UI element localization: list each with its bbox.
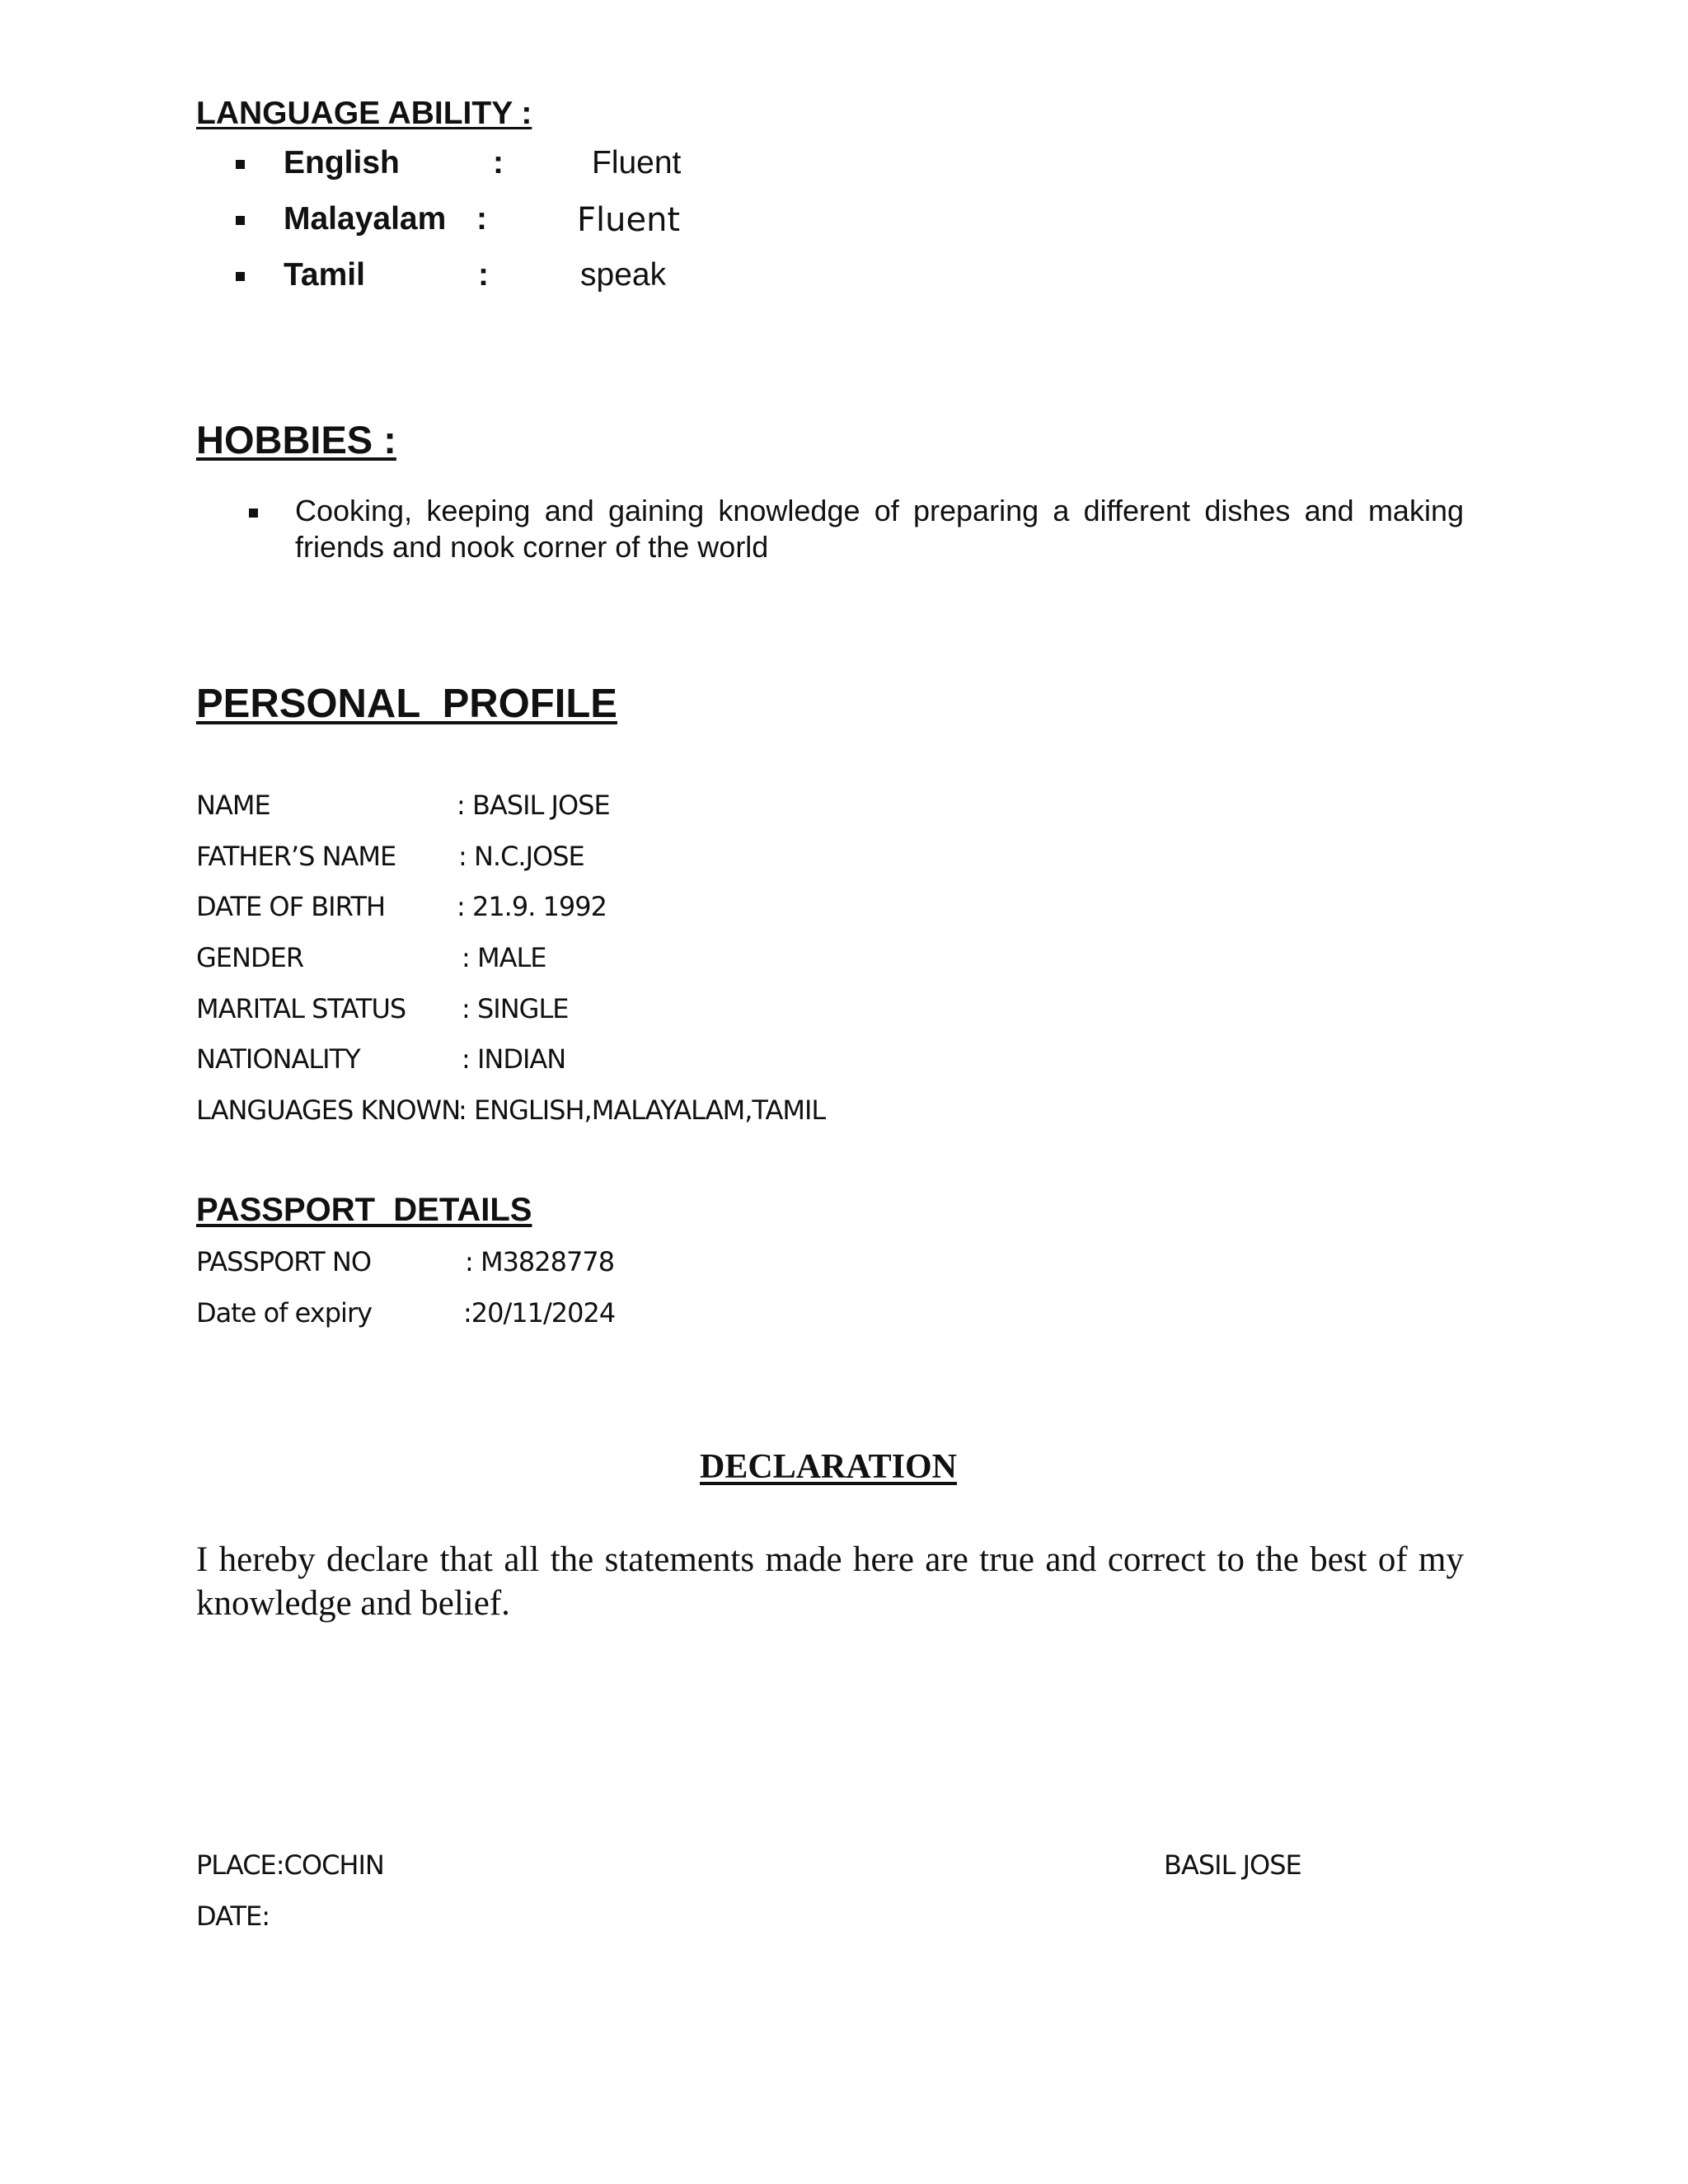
profile-value: : N.C.JOSE [458, 841, 584, 872]
language-separator: : [476, 201, 487, 237]
profile-label: GENDER [196, 942, 304, 973]
profile-label: MARITAL STATUS [196, 993, 406, 1024]
profile-label: NATIONALITY [196, 1043, 360, 1075]
square-bullet-icon [249, 509, 258, 518]
hobbies-text: Cooking, keeping and gaining knowledge of preparing a different dishes and making friends and nook corner of the world [295, 494, 1464, 564]
declaration-text: I hereby declare that all the statements made here are true and correct to the best of my knowledge and belief. [196, 1540, 1464, 1623]
profile-label: LANGUAGES KNOWN [196, 1094, 461, 1126]
date-field: DATE: [196, 1900, 270, 1932]
language-level: Fluent [592, 145, 682, 180]
profile-label: DATE OF BIRTH [196, 891, 386, 922]
square-bullet-icon [236, 272, 245, 281]
square-bullet-icon [236, 160, 245, 169]
profile-value: : INDIAN [462, 1043, 566, 1075]
language-name: Malayalam [284, 201, 447, 237]
profile-value: : MALE [462, 942, 546, 973]
passport-details-heading: PASSPORT DETAILS [196, 1192, 532, 1228]
profile-value: : BASIL JOSE [457, 790, 610, 821]
passport-value: : M3828778 [465, 1246, 615, 1277]
hobbies-heading: HOBBIES : [196, 418, 396, 462]
language-ability-heading: LANGUAGE ABILITY : [196, 96, 532, 131]
profile-value: : SINGLE [462, 993, 569, 1024]
profile-value: : ENGLISH,MALAYALAM,TAMIL [458, 1094, 826, 1126]
profile-label: NAME [196, 790, 270, 821]
language-name: English [284, 145, 400, 180]
language-separator: : [493, 145, 504, 180]
profile-value: : 21.9. 1992 [457, 891, 607, 922]
declaration-heading: DECLARATION [700, 1448, 957, 1486]
signature-name: BASIL JOSE [1164, 1849, 1301, 1881]
personal-profile-heading: PERSONAL PROFILE [196, 682, 617, 726]
passport-value: :20/11/2024 [463, 1297, 616, 1329]
language-level: Fluent [577, 201, 681, 239]
passport-label: Date of expiry [196, 1297, 373, 1329]
place-field: PLACE:COCHIN [196, 1849, 384, 1881]
square-bullet-icon [236, 216, 245, 225]
language-level: speak [580, 257, 667, 293]
passport-label: PASSPORT NO [196, 1246, 371, 1277]
language-separator: : [478, 257, 489, 293]
profile-label: FATHER’S NAME [196, 841, 396, 872]
language-name: Tamil [284, 257, 365, 293]
